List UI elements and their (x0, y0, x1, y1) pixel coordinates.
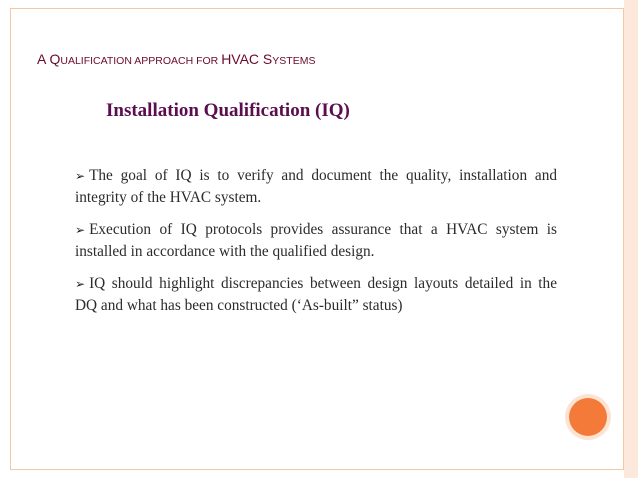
slide-subtitle: Installation Qualification (IQ) (106, 100, 350, 121)
bullet-item (75, 165, 557, 209)
decorative-circle (569, 398, 607, 436)
title-part: A (37, 51, 50, 67)
title-part: Q (49, 51, 61, 67)
slide-title (37, 49, 597, 71)
arrow-bullet-icon: ➢ (75, 223, 86, 237)
title-part: HVAC S (221, 51, 273, 67)
arrow-bullet-icon: ➢ (75, 169, 86, 183)
bullet-text: Execution of IQ protocols provides assurance that a HVAC system is installed in accordance with the qualified design. (75, 221, 557, 260)
bullet-text: The goal of IQ is to verify and document the quality, installation and integrity of the HVAC system. (75, 167, 557, 206)
bullet-item (75, 219, 557, 263)
title-part: UALIFICATION APPROACH FOR (60, 55, 222, 67)
decorative-stripe (624, 0, 638, 478)
title-part: YSTEMS (272, 55, 316, 67)
arrow-bullet-icon: ➢ (75, 277, 86, 291)
bullet-item (75, 273, 557, 317)
bullet-list (75, 165, 557, 327)
bullet-text: IQ should highlight discrepancies between design layouts detailed in the DQ and what has been constructed (‘As-built” status) (75, 275, 557, 314)
